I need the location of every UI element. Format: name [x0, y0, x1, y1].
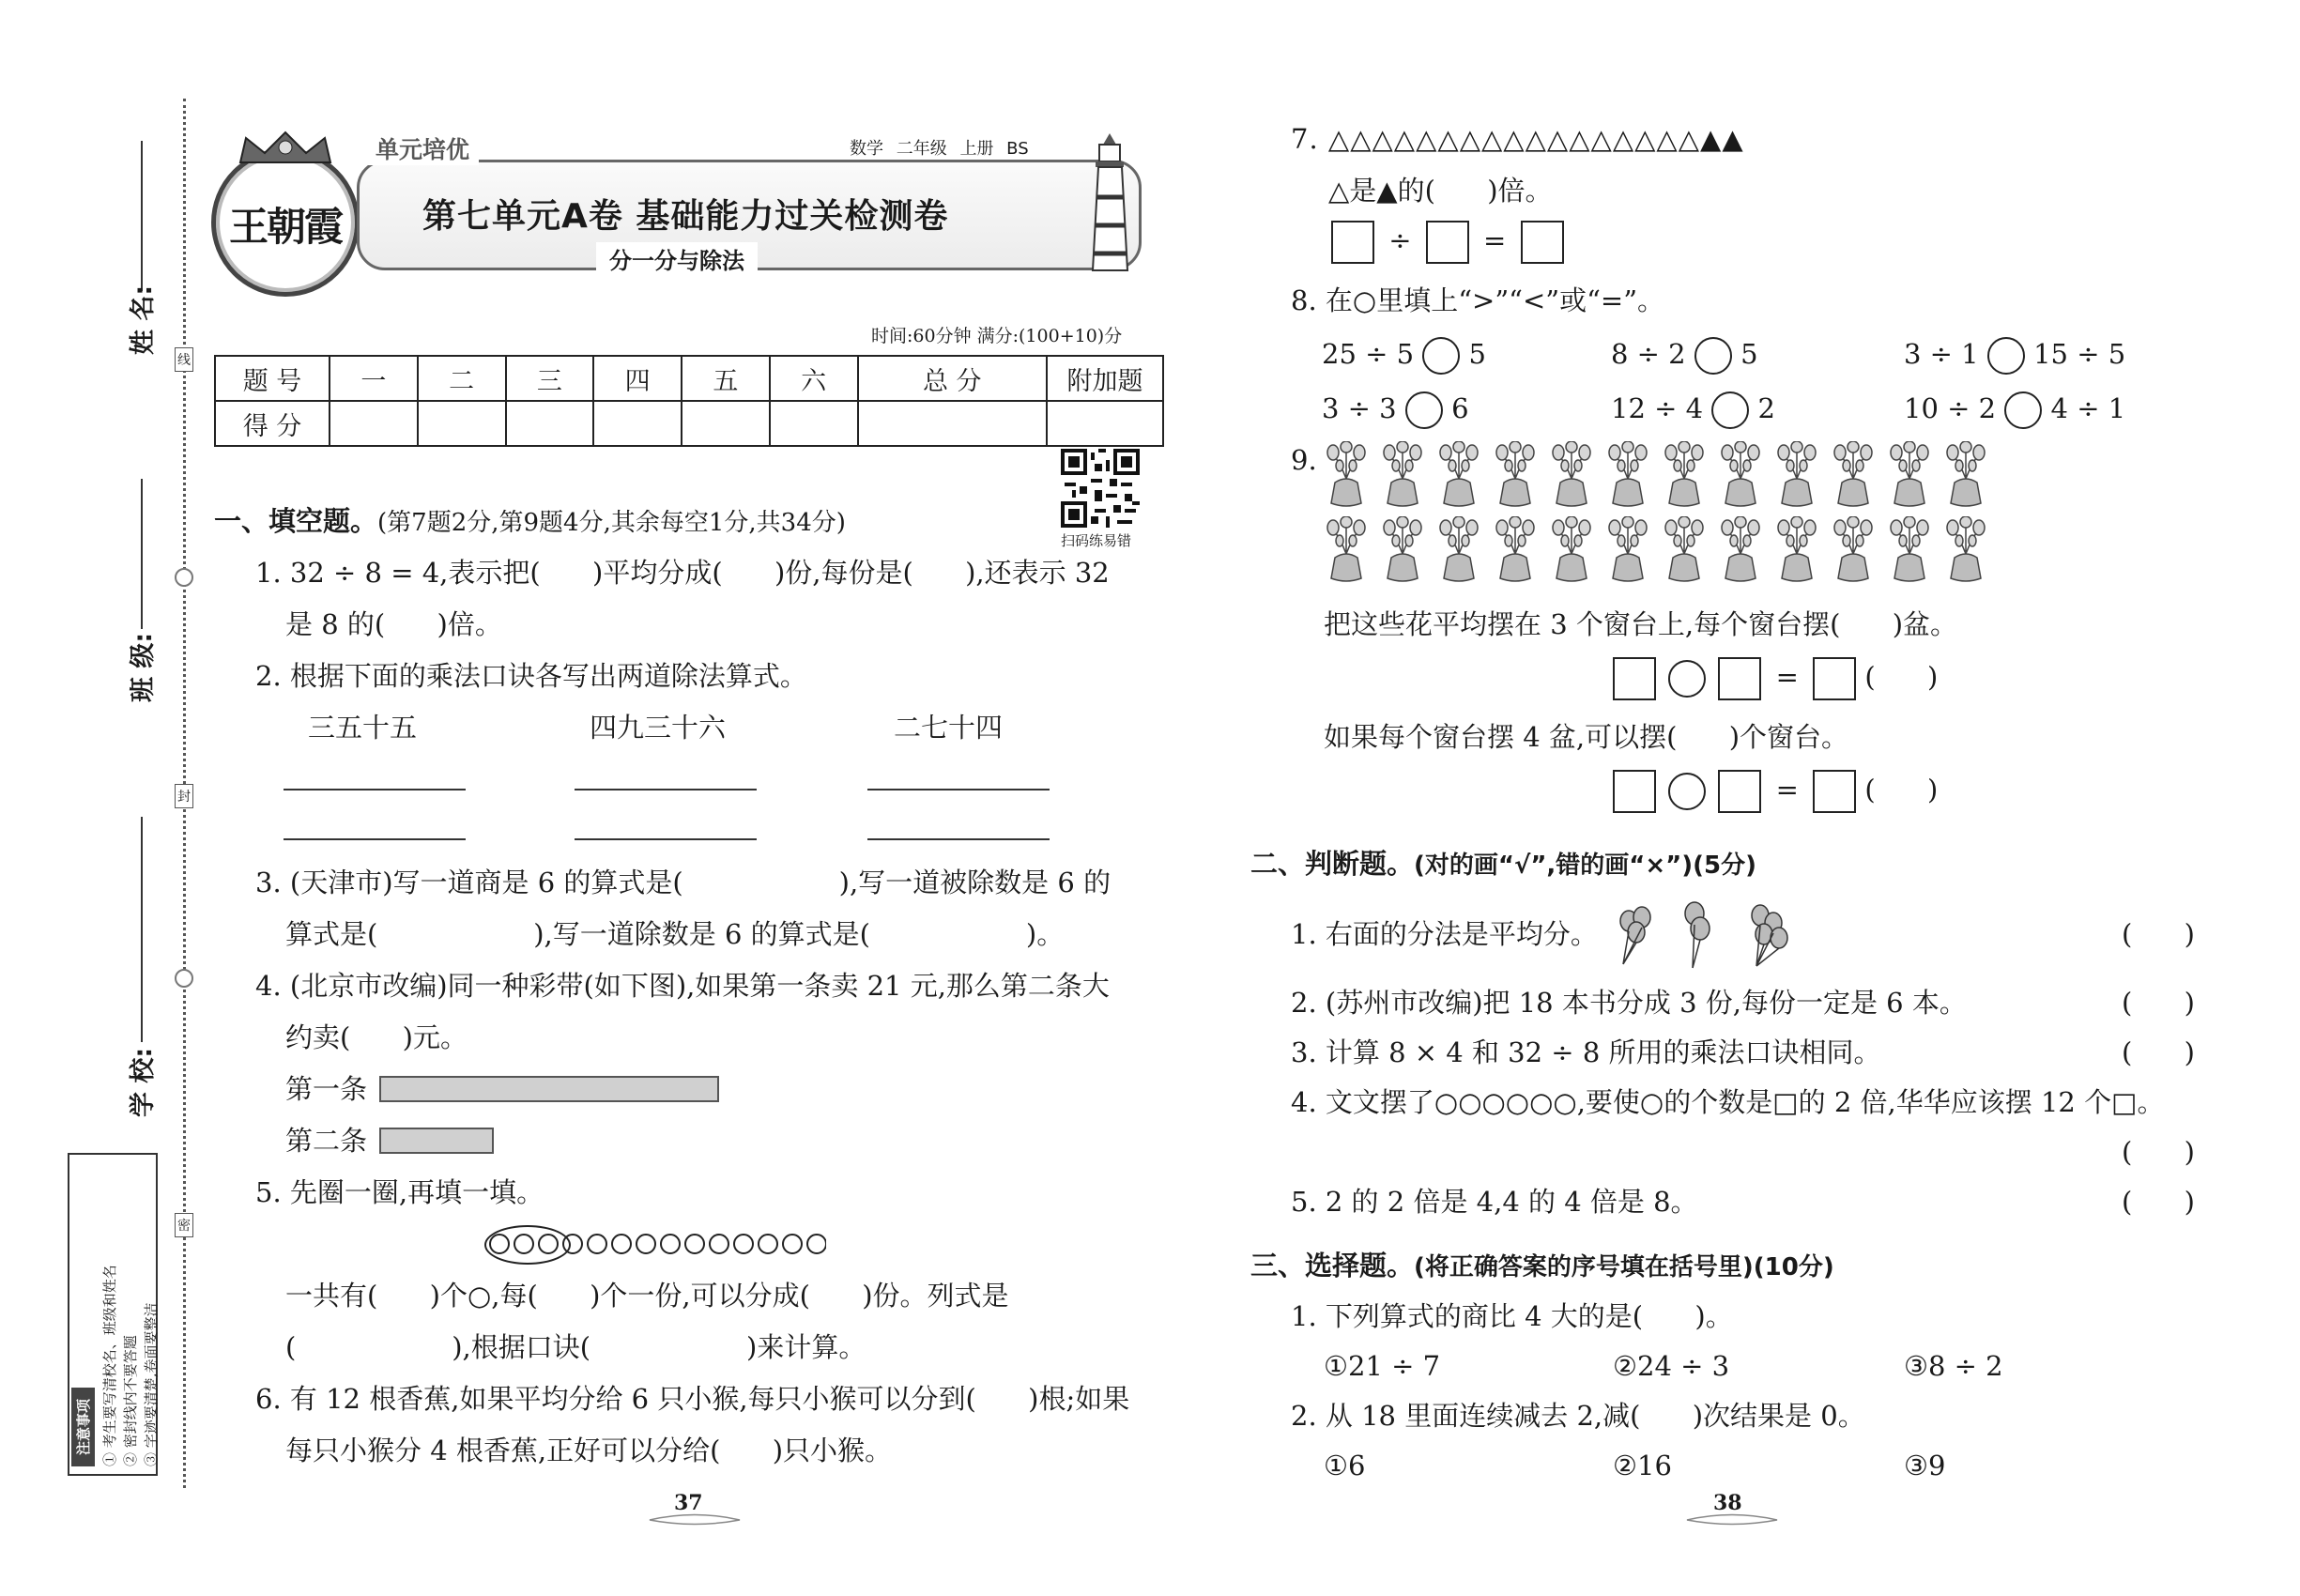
page-ornament-right [1685, 1513, 1779, 1527]
q5-line-a: 一共有( )个○,每( )个一份,可以分成( )份。列式是 [285, 1280, 1009, 1312]
judge-2: 2. (苏州市改编)把 18 本书分成 3 份,每份一定是 6 本。 [1291, 987, 1967, 1019]
q8-item-3 [1904, 335, 2125, 375]
score-col-3: 三 [506, 356, 594, 401]
section-1-title: 一、填空题。 [214, 505, 378, 537]
answer-box[interactable] [1331, 221, 1374, 264]
score-col-bonus: 附加题 [1047, 356, 1163, 401]
score-cell[interactable] [593, 401, 682, 446]
q8-right: 6 [1451, 392, 1469, 424]
score-cell[interactable] [418, 401, 506, 446]
q2-item-3: 二七十四 [894, 712, 1004, 744]
q3-line-b: 算式是( ),写一道除数是 6 的算式是( )。 [285, 918, 1065, 950]
q1-line-b: 是 8 的( )倍。 [285, 608, 502, 640]
section-2-heading [1250, 845, 1756, 884]
q8-right: 5 [1740, 338, 1758, 370]
q9-line-a: 把这些花平均摆在 3 个窗台上,每个窗台摆( )盆。 [1324, 608, 1958, 640]
flower-pot-icon [1436, 441, 1481, 509]
ribbon-2-label: 第二条 [285, 1125, 368, 1157]
flower-pot-icon [1831, 516, 1876, 584]
q5-line-b: ( ),根据口诀( )来计算。 [285, 1331, 866, 1363]
q8-left: 10 ÷ 2 [1904, 392, 1997, 424]
ribbon-1-bar [379, 1076, 719, 1102]
notice-title: 注意事项 [71, 1388, 95, 1466]
q6-line-b: 每只小猴分 4 根香蕉,正好可以分给( )只小猴。 [285, 1435, 893, 1466]
flower-pot-icon [1493, 516, 1538, 584]
flower-pot-icon [1662, 516, 1707, 584]
compare-circle[interactable] [1711, 391, 1749, 429]
name-field[interactable] [129, 141, 158, 355]
school-line [141, 817, 143, 1042]
answer-box[interactable] [1613, 770, 1656, 813]
judge-3: 3. 计算 8 × 4 和 32 ÷ 8 所用的乘法口诀相同。 [1291, 1036, 1881, 1068]
section-2-title: 二、判断题。 [1250, 848, 1415, 880]
judge-5: 5. 2 的 2 倍是 4,4 的 4 倍是 8。 [1291, 1186, 1698, 1218]
seal-char-2: 封 [175, 784, 193, 808]
flower-pot-icon [1493, 441, 1538, 509]
q2-item-1: 三五十五 [308, 712, 418, 744]
answer-line[interactable] [575, 838, 757, 840]
balloons-icon [1610, 897, 1817, 972]
lighthouse-icon [1084, 131, 1136, 272]
class-line [141, 479, 143, 629]
flower-pot-icon [1718, 516, 1763, 584]
score-col-1: 一 [330, 356, 418, 401]
binding-hole-1 [175, 568, 193, 587]
flower-pot-icon [1549, 516, 1594, 584]
q6-line-a: 6. 有 12 根香蕉,如果平均分给 6 只小猴,每只小猴可以分到( )根;如果 [255, 1383, 1130, 1415]
flower-pot-icon [1718, 441, 1763, 509]
answer-box[interactable] [1718, 657, 1761, 700]
section-1-note: (第7题2分,第9题4分,其余每空1分,共34分) [377, 509, 846, 537]
page-title: 第七单元A卷 基础能力过关检测卷 [422, 197, 949, 236]
q9-equation-1 [1613, 657, 1938, 700]
q7-text: △是▲的( )倍。 [1328, 175, 1553, 207]
section-2-note: (对的画“√”,错的画“×”)(5分) [1414, 852, 1756, 880]
q9-number: 9. [1291, 444, 1317, 476]
judge-1: 1. 右面的分法是平均分。 [1291, 918, 1598, 950]
answer-line[interactable] [867, 789, 1050, 790]
score-col-4: 四 [593, 356, 682, 401]
divide-sign: ÷ [1388, 224, 1412, 256]
score-col-total: 总 分 [858, 356, 1048, 401]
flower-pot-icon [1436, 516, 1481, 584]
school-field[interactable] [129, 817, 158, 1127]
flower-pot-icon [1943, 516, 1988, 584]
q1-line-a: 1. 32 ÷ 8 = 4,表示把( )平均分成( )份,每份是( ),还表示 32 [255, 557, 1110, 589]
score-col-label: 题 号 [215, 356, 330, 401]
name-label: 姓 名: [129, 284, 158, 355]
answer-box[interactable] [1813, 770, 1856, 813]
choice-1-opt-b[interactable]: ②24 ÷ 3 [1613, 1350, 1730, 1382]
flower-pot-grid [1324, 441, 1990, 591]
flower-pot-icon [1662, 441, 1707, 509]
seal-char-3: 密 [175, 1213, 193, 1237]
q2-item-2: 四九三十六 [590, 712, 727, 744]
q7-equation [1331, 221, 1564, 264]
q5-text: 5. 先圈一圈,再填一填。 [255, 1176, 544, 1208]
flower-pot-icon [1831, 441, 1876, 509]
judge-4: 4. 文文摆了○○○○○○,要使○的个数是□的 2 倍,华华应该摆 12 个□。 [1291, 1086, 2165, 1118]
compare-circle[interactable] [1987, 337, 2025, 375]
answer-line[interactable] [867, 838, 1050, 840]
page-subtitle: 分一分与除法 [596, 242, 758, 275]
brand-name: 王朝霞 [228, 204, 342, 250]
brand-logo [211, 148, 360, 297]
flower-pot-icon [1605, 441, 1650, 509]
choice-2-opt-c[interactable]: ③9 [1904, 1450, 1946, 1481]
q8-right: 15 ÷ 5 [2033, 338, 2126, 370]
answer-line[interactable] [284, 838, 466, 840]
choice-2-opt-b[interactable]: ②16 [1613, 1450, 1672, 1481]
class-label: 班 级: [129, 632, 158, 702]
q8-right: 5 [1468, 338, 1486, 370]
crown-icon [237, 130, 334, 164]
equals-sign: = [1482, 224, 1507, 256]
answer-box[interactable] [1613, 657, 1656, 700]
answer-line[interactable] [575, 789, 757, 790]
compare-circle[interactable] [1405, 391, 1443, 429]
unit-paren: ( ) [1864, 774, 1939, 806]
choice-2-opt-a[interactable]: ①6 [1324, 1450, 1366, 1481]
q2-text: 2. 根据下面的乘法口诀各写出两道除法算式。 [255, 660, 807, 692]
ribbon-2-bar [379, 1128, 494, 1154]
flower-pot-icon [1380, 516, 1425, 584]
answer-box[interactable] [1521, 221, 1564, 264]
choice-2: 2. 从 18 里面连续减去 2,减( )次结果是 0。 [1291, 1400, 1865, 1432]
score-cell[interactable] [770, 401, 858, 446]
flower-pot-icon [1605, 516, 1650, 584]
operator-circle[interactable] [1668, 773, 1706, 810]
q8-text: 8. 在○里填上“>”“<”或“=”。 [1291, 284, 1665, 316]
score-header-row [215, 356, 1163, 401]
answer-box[interactable] [1813, 657, 1856, 700]
q8-item-5 [1611, 390, 1775, 429]
judge-paren-5[interactable]: ( ) [2122, 1186, 2195, 1218]
judge-paren-3[interactable]: ( ) [2122, 1036, 2195, 1068]
q7-shapes: 7. △△△△△△△△△△△△△△△△△▲▲ [1291, 123, 1744, 155]
judge-paren-2[interactable]: ( ) [2122, 987, 2195, 1019]
q9-equation-2 [1613, 770, 1938, 813]
header-banner [211, 131, 1164, 272]
q8-left: 8 ÷ 2 [1611, 338, 1686, 370]
flower-pot-icon [1887, 516, 1932, 584]
q8-left: 25 ÷ 5 [1322, 338, 1415, 370]
q8-item-1 [1322, 335, 1486, 375]
choice-1-opt-a[interactable]: ①21 ÷ 7 [1324, 1350, 1441, 1382]
score-col-5: 五 [682, 356, 770, 401]
operator-circle[interactable] [1668, 660, 1706, 698]
q3-line-a: 3. (天津市)写一道商是 6 的算式是( ),写一道被除数是 6 的 [255, 867, 1112, 898]
score-cell[interactable] [1047, 401, 1163, 446]
score-input-row [215, 401, 1163, 446]
school-label: 学 校: [129, 1047, 158, 1117]
flower-pot-icon [1943, 441, 1988, 509]
notice-item-1: ① 考生要写清校名、班级和姓名 [101, 1265, 118, 1466]
binding-hole-2 [175, 969, 193, 988]
q4-line-a: 4. (北京市改编)同一种彩带(如下图),如果第一条卖 21 元,那么第二条大 [255, 970, 1110, 1002]
score-cell[interactable] [858, 401, 1048, 446]
answer-line[interactable] [284, 789, 466, 790]
class-field[interactable] [129, 479, 158, 714]
seal-char-1: 线 [175, 347, 193, 372]
q4-line-b: 约卖( )元。 [285, 1021, 468, 1053]
q8-item-6 [1904, 390, 2125, 429]
meta-label: 数学 二年级 上册 BS [850, 139, 1029, 159]
q5-circle-row [488, 1225, 826, 1266]
compare-circle[interactable] [1694, 337, 1732, 375]
score-table [214, 355, 1164, 447]
section-3-note: (将正确答案的序号填在括号里)(10分) [1414, 1253, 1834, 1281]
score-col-6: 六 [770, 356, 858, 401]
flower-pot-icon [1774, 441, 1819, 509]
flower-pot-icon [1380, 441, 1425, 509]
flower-pot-icon [1549, 441, 1594, 509]
q9-line-b: 如果每个窗台摆 4 盆,可以摆( )个窗台。 [1324, 721, 1849, 753]
page-number-right: 38 [1713, 1491, 1742, 1515]
answer-box[interactable] [1718, 770, 1761, 813]
section-3-title: 三、选择题。 [1250, 1250, 1415, 1281]
judge-paren-1[interactable]: ( ) [2122, 918, 2195, 950]
qr-code-icon[interactable] [1061, 449, 1140, 528]
flower-pot-icon [1324, 441, 1369, 509]
page-number-left: 37 [674, 1491, 703, 1515]
compare-circle[interactable] [1422, 337, 1460, 375]
q8-item-2 [1611, 335, 1758, 375]
series-label: 单元培优 [366, 131, 479, 165]
choice-1: 1. 下列算式的商比 4 大的是( )。 [1291, 1300, 1733, 1332]
score-cell[interactable] [682, 401, 770, 446]
q8-left: 3 ÷ 3 [1322, 392, 1397, 424]
page-ornament-left [648, 1513, 742, 1527]
q8-right: 2 [1757, 392, 1775, 424]
section-1-heading [214, 502, 846, 542]
score-cell[interactable] [330, 401, 418, 446]
notice-box [68, 1153, 158, 1476]
flower-pot-icon [1887, 441, 1932, 509]
notice-item-2: ② 密封线内不要答题 [122, 1335, 139, 1466]
equals-sign: = [1775, 661, 1799, 693]
section-3-heading [1250, 1247, 1834, 1286]
score-cell[interactable] [506, 401, 594, 446]
notice-item-3: ③ 字迹要清楚,卷面要整洁 [143, 1302, 160, 1466]
answer-box[interactable] [1426, 221, 1469, 264]
circle-row-icon [488, 1233, 826, 1255]
ribbon-1-label: 第一条 [285, 1073, 368, 1105]
q8-left: 3 ÷ 1 [1904, 338, 1979, 370]
q8-item-4 [1322, 390, 1469, 429]
compare-circle[interactable] [2004, 391, 2042, 429]
judge-paren-4[interactable]: ( ) [2122, 1136, 2195, 1168]
q8-right: 4 ÷ 1 [2050, 392, 2126, 424]
name-line [141, 141, 143, 291]
flower-pot-icon [1324, 516, 1369, 584]
flower-pot-icon [1774, 516, 1819, 584]
equals-sign: = [1775, 774, 1799, 806]
time-score-info: 时间:60分钟 满分:(100+10)分 [871, 326, 1123, 346]
choice-1-opt-c[interactable]: ③8 ÷ 2 [1904, 1350, 2003, 1382]
q8-left: 12 ÷ 4 [1611, 392, 1704, 424]
qr-caption: 扫码练易错 [1061, 532, 1132, 549]
score-row-label: 得 分 [215, 401, 330, 446]
unit-paren: ( ) [1864, 661, 1939, 693]
score-col-2: 二 [418, 356, 506, 401]
